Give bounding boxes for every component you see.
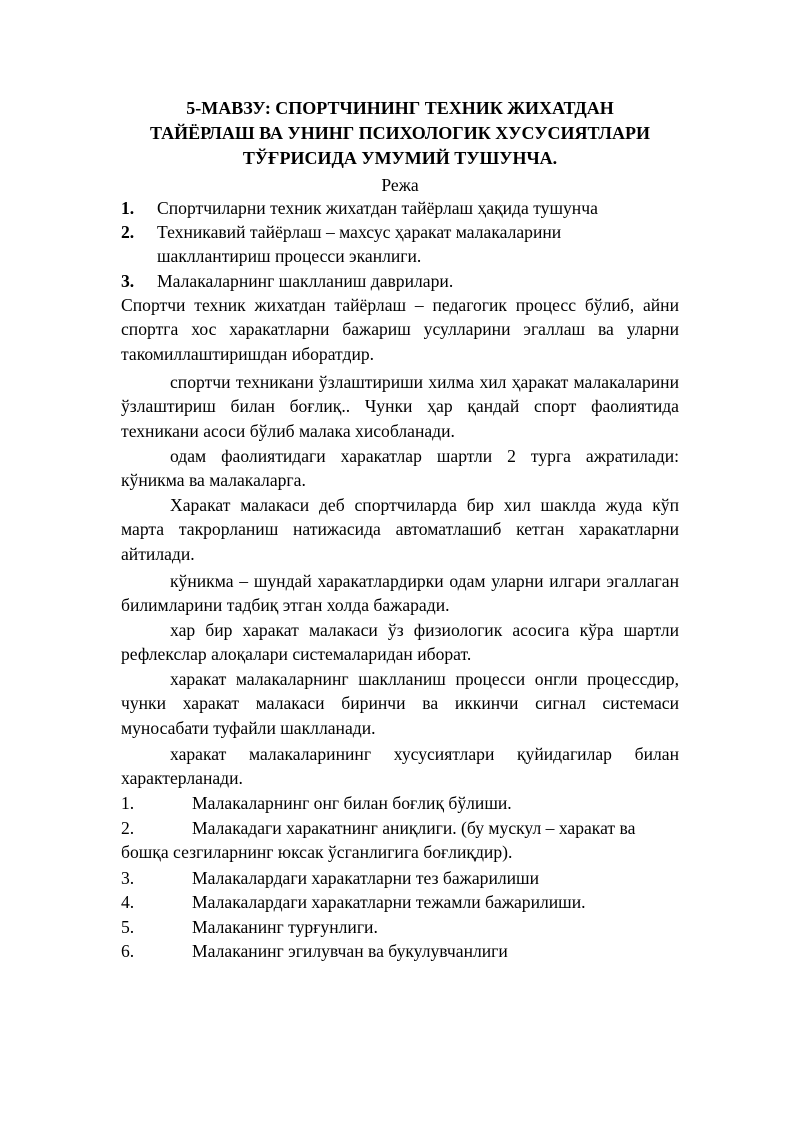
paragraph-6: хар бир харакат малакаси ўз физиологик асосига кўра шартли рефлекслар алоқалари системаларидан иборат. xyxy=(121,620,679,665)
plan-item-number: 3. xyxy=(121,271,135,291)
feature-item-text: Малаканинг турғунлиги. xyxy=(192,917,378,937)
plan-item-number: 2. xyxy=(121,222,135,242)
feature-item-number: 1. xyxy=(121,793,135,813)
plan-item-number: 1. xyxy=(121,198,135,218)
plan-heading: Режа xyxy=(381,175,419,195)
paragraph-4: Харакат малакаси деб спортчиларда бир хил шаклда жуда кўп марта такрорланиш натижасида автоматлашиб кетган харакатларни айтилади. xyxy=(121,495,679,564)
feature-item-number: 6. xyxy=(121,941,135,961)
paragraph-7: харакат малакаларнинг шаклланиш процесси онгли процессдир, чунки харакат малакаси биринчи ва иккинчи сигнал системаси муносабати туфайли шаклланади. xyxy=(121,669,679,738)
title-line-2: ТАЙЁРЛАШ ВА УНИНГ ПСИХОЛОГИК ХУСУСИЯТЛАРИ xyxy=(150,123,650,143)
plan-item-text: Техникавий тайёрлаш – махсус ҳаракат малакаларини шакллантириш процесси эканлиги. xyxy=(157,222,562,267)
paragraph-2: спортчи техникани ўзлаштириши хилма хил ҳаракат малакаларини ўзлаштириш билан боғлиқ.. Чунки ҳар қандай спорт фаолиятида техникани асоси бўлиб малака хисобланади. xyxy=(121,372,679,441)
feature-item-text: Малакадаги харакатнинг аниқлиги. (бу мускул – харакат ва бошқа сезгиларнинг юксак ўсганлигига боғлиқдир). xyxy=(121,818,636,863)
plan-item-2 xyxy=(121,220,679,269)
feature-item-number: 4. xyxy=(121,892,135,912)
feature-item-text: Малакалардаги харакатларни тез бажарилиши xyxy=(192,868,540,888)
feature-item-1 xyxy=(121,791,679,815)
feature-item-number: 3. xyxy=(121,868,135,888)
paragraph-5: кўникма – шундай харакатлардирки одам уларни илгари эгаллаган билимларини тадбиқ этган холда бажаради. xyxy=(121,571,679,616)
feature-item-2 xyxy=(121,816,679,865)
feature-item-text: Малакаларнинг онг билан боғлиқ бўлиши. xyxy=(192,793,512,813)
title-line-1: 5-МАВЗУ: СПОРТЧИНИНГ ТЕХНИК ЖИХАТДАН xyxy=(186,98,614,118)
feature-item-number: 2. xyxy=(121,818,135,838)
paragraph-8: харакат малакаларининг хусусиятлари қуйидагилар билан характерланади. xyxy=(121,744,679,789)
document-title xyxy=(110,96,690,171)
feature-item-3 xyxy=(121,866,679,890)
plan-item-text: Спортчиларни техник жихатдан тайёрлаш ҳақида тушунча xyxy=(157,198,598,218)
feature-item-5 xyxy=(121,915,679,939)
title-line-3: ТЎҒРИСИДА УМУМИЙ ТУШУНЧА. xyxy=(242,148,558,168)
feature-item-text: Малаканинг эгилувчан ва букулувчанлиги xyxy=(192,941,508,961)
plan-item-1 xyxy=(121,196,679,220)
feature-item-number: 5. xyxy=(121,917,135,937)
feature-item-4 xyxy=(121,890,679,914)
plan-item-text: Малакаларнинг шаклланиш даврилари. xyxy=(157,271,454,291)
feature-item-6 xyxy=(121,939,679,963)
plan-item-3 xyxy=(121,269,679,293)
paragraph-1: Спортчи техник жихатдан тайёрлаш – педагогик процесс бўлиб, айни спортга хос харакатларни бажариш усулларини эгаллаш ва уларни такомиллаштиришдан иборатдир. xyxy=(121,295,679,364)
paragraph-3: одам фаолиятидаги харакатлар шартли 2 турга ажратилади: кўникма ва малакаларга. xyxy=(121,446,679,491)
feature-item-text: Малакалардаги харакатларни тежамли бажарилиши. xyxy=(192,892,586,912)
